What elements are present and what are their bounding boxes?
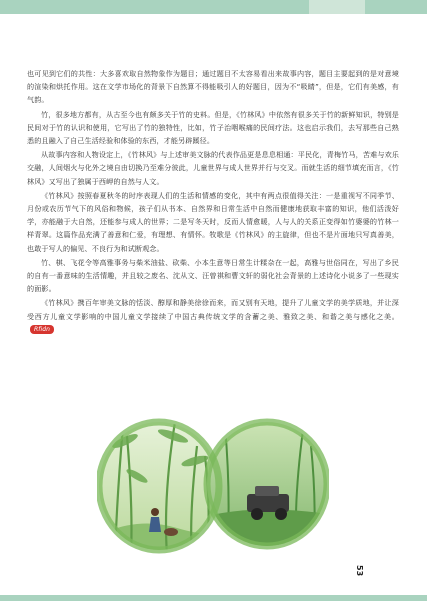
illustration-infinity-bamboo [97,386,329,554]
page-number: 53 [355,565,364,577]
paragraph: 竹，很多地方都有，从古至今也有颇多关于竹的史料。但是，《竹林风》中依然有很多关于竹的新鲜知识，特别是民间对于竹的认识和使用，它写出了竹的独特性，比如，竹子治咽喉痛的民间疗法。这也启示我们，去写那些自己熟悉的且融入了自己生活经验和体验的东西，才能另辟蹊径。 [27,109,399,146]
article-body [27,67,399,337]
header-tab [309,0,365,14]
paragraph-text: 《竹林风》携百年审美文脉的恬淡、醇厚和静美徐徐而来，而又别有天地，提升了儿童文学的美学质地，并让深受西方儿童文学影响的中国儿童文学接续了中国古典传统文学的含蓄之美、雅致之美、和谐之美与感化之美。 [27,298,399,321]
header-band [0,0,427,14]
paragraph: 《竹林风》按照春夏秋冬的时序表现人们的生活和情感的变化，其中有两点很值得关注：一是重视写不同季节、月份或农历节气下的风俗和物候，孩子们从书本、自然界和日常生活中自然而健康地获取丰富的知识，他们活泼好学，亦能融于大自然，还能参与成人的世界；二是写冬天时，反而人情愈暖，人与人的关系正变得如竹婆婆的竹林一样青翠。这篇作品充满了善意和仁爱，有理想、有情怀。牧歌是《竹林风》的主旋律，但也不是片面地只写真善美，也敢于写人的偏见、不良行为和试断观念。 [27,190,399,253]
end-stamp-logo: Rfidn [30,325,54,334]
paragraph: 竹、棋、飞花令等高雅事务与柴米油盐、砍柴、小本生意等日常生计糅杂在一起，高雅与世俗同在，写出了乡民的自有一番意味的生活情趣，并且较之废名、沈从文、汪曾祺和曹文轩的弱化社会背景的上述诗化小说多了一些现实的面影。 [27,257,399,294]
paragraph: 从故事内容和人物设定上，《竹林风》与上述审美文脉的代表作品更是息息相通：平民化，青梅竹马，苦难与欢乐交融，人间烟火与化外之境自由切换乃至难分彼此，儿童世界与成人世界并行与交叉。而就生活的细节填充而言，《竹林风》又写出了独属于西岬的自然与人文。 [27,150,399,186]
paragraph: 也可见到它们的共性：大多喜欢取自然物象作为题目；通过题目不太容易看出来故事内容，题目主要起到的是对意境的渲染和烘托作用。这在文学市场化的背景下自然算不得能吸引人的好题目，因为不“吸睛”，但是，它们有美感，有气韵。 [27,69,399,105]
paragraph-last [27,296,399,336]
footer-band [0,595,427,601]
